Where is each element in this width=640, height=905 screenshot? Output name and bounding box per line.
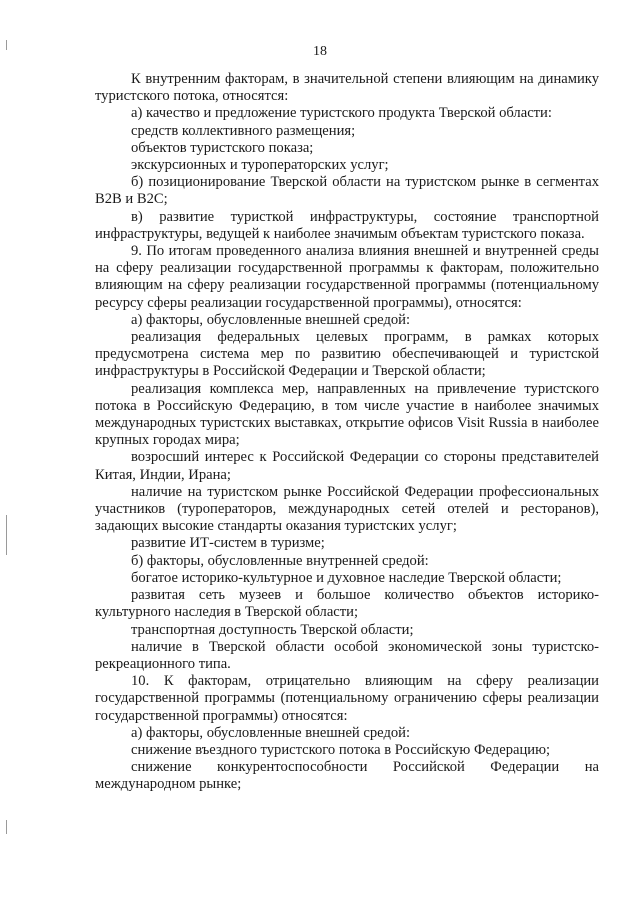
paragraph: 10. К факторам, отрицательно влияющим на сферу реализации государственной программы (потенциальному ограничению сферы реализации государственной программы) относятся: xyxy=(95,673,599,724)
paragraph: транспортная доступность Тверской области; xyxy=(131,621,414,638)
paragraph: б) позиционирование Тверской области на туристском рынке в сегментах B2B и B2C; xyxy=(95,174,599,208)
paragraph: средств коллективного размещения; xyxy=(131,122,356,139)
paragraph: снижение въездного туристского потока в Российскую Федерацию; xyxy=(131,741,551,758)
margin-mark xyxy=(6,515,7,555)
paragraph: наличие в Тверской области особой экономической зоны туристско-рекреационного типа. xyxy=(95,638,599,672)
paragraph: экскурсионных и туроператорских услуг; xyxy=(131,157,389,174)
paragraph: реализация федеральных целевых программ, в рамках которых предусмотрена система мер по развитию обеспечивающей и туристской инфраструктуры в Российской Федерации и Тверской области; xyxy=(95,329,599,380)
paragraph: 9. По итогам проведенного анализа влияния внешней и внутренней среды на сферу реализации государственной программы к факторам, положительно влияющим на сферу реализации государственной программы (потенциальному ресурсу сферы реализации государственной программы), относятся: xyxy=(95,243,599,311)
paragraph: объектов туристского показа; xyxy=(131,139,314,156)
paragraph: снижение конкурентоспособности Российской Федерации на международном рынке; xyxy=(95,759,599,793)
paragraph: в) развитие туристкой инфраструктуры, состояние транспортной инфраструктуры, ведущей к наиболее значимым объектам туристского показа. xyxy=(95,208,599,242)
document-body xyxy=(95,71,599,794)
paragraph: К внутренним факторам, в значительной степени влияющим на динамику туристского потока, относятся: xyxy=(95,71,599,105)
paragraph: реализация комплекса мер, направленных на привлечение туристского потока в Российскую Федерацию, в том числе участие в наиболее значимых международных туристских выставках, открытие офисов Visit Russia в наиболее крупных городах мира; xyxy=(95,380,599,449)
paragraph: возросший интерес к Российской Федерации со стороны представителей Китая, Индии, Ирана; xyxy=(95,449,599,483)
paragraph: а) качество и предложение туристского продукта Тверской области: xyxy=(131,105,552,122)
page-number: 18 xyxy=(313,44,327,59)
paragraph: а) факторы, обусловленные внешней средой: xyxy=(131,311,411,328)
paragraph: развитая сеть музеев и большое количество объектов историко-культурного наследия в Тверской области; xyxy=(95,587,599,621)
paragraph: богатое историко-культурное и духовное наследие Тверской области; xyxy=(131,569,562,586)
margin-mark xyxy=(6,820,7,834)
paragraph: а) факторы, обусловленные внешней средой: xyxy=(131,724,411,741)
paragraph: наличие на туристском рынке Российской Федерации профессиональных участников (туроператоров, международных сетей отелей и ресторанов), задающих высокие стандарты оказания туристских услуг; xyxy=(95,483,599,535)
paragraph: б) факторы, обусловленные внутренней средой: xyxy=(131,552,429,569)
paragraph: развитие ИТ-систем в туризме; xyxy=(131,535,325,552)
